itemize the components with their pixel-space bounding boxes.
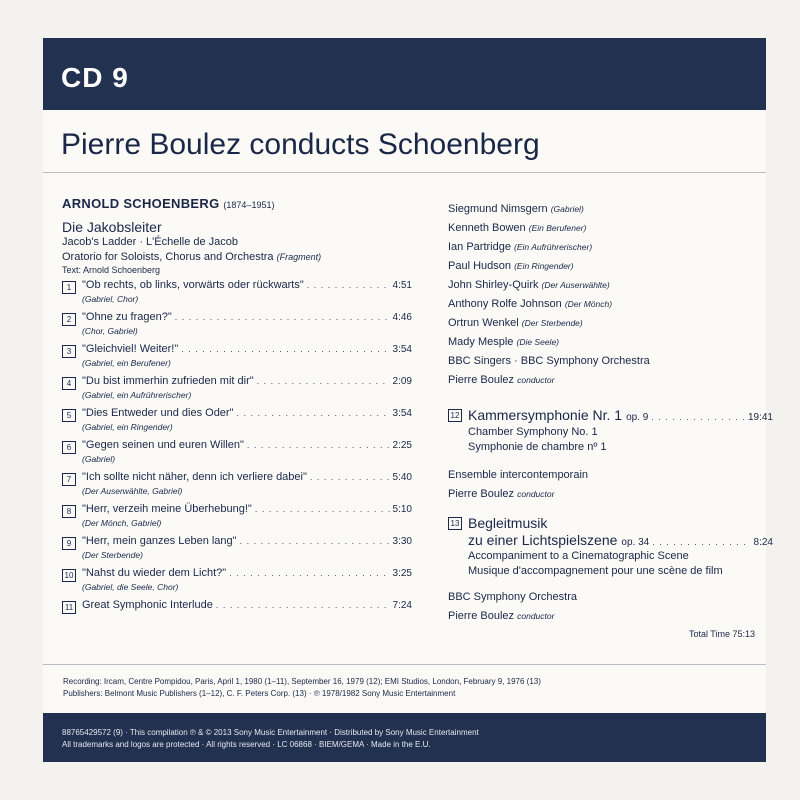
cd-booklet-page bbox=[43, 38, 773, 762]
track-number: 1 bbox=[62, 281, 76, 294]
leader-dots bbox=[651, 412, 745, 422]
leader-dots bbox=[247, 440, 390, 450]
conductor-name: Pierre Boulez bbox=[448, 610, 515, 622]
conductor-word: conductor bbox=[517, 375, 555, 385]
soloist-role: (Ein Aufrührerischer) bbox=[514, 242, 593, 252]
track-duration: 3:25 bbox=[392, 568, 412, 579]
composer-heading bbox=[62, 196, 412, 211]
track-13-title-line2: zu einer Lichtspielszene bbox=[468, 532, 618, 548]
footer-divider bbox=[43, 664, 766, 665]
track-row bbox=[62, 311, 412, 339]
header-bar bbox=[43, 38, 766, 110]
track-12-translation-en: Chamber Symphony No. 1 bbox=[468, 426, 598, 438]
conductor-word: conductor bbox=[517, 489, 555, 499]
track-duration: 5:10 bbox=[392, 504, 412, 515]
total-time-label: Total Time bbox=[688, 629, 730, 639]
track-12 bbox=[448, 407, 773, 455]
track-title: "Du bist immerhin zufrieden mit dir" bbox=[82, 375, 254, 387]
recording-line: Recording: Ircam, Centre Pompidou, Paris, April 1, 1980 (1–11), September 16, 1979 (12); EMI Studios, London, February 9, 1976 (13) bbox=[63, 677, 541, 686]
work-subtitle-text: Oratorio for Soloists, Chorus and Orchestra bbox=[62, 251, 274, 263]
track-row bbox=[62, 471, 412, 499]
track-title: "Ich sollte nicht näher, denn ich verliere dabei" bbox=[82, 471, 307, 483]
soloist-item bbox=[448, 260, 773, 279]
track-roles: (Gabriel, ein Aufrührerischer) bbox=[82, 390, 192, 400]
track-roles: (Gabriel) bbox=[82, 454, 116, 464]
track-title: "Nahst du wieder dem Licht?" bbox=[82, 567, 227, 579]
track-number: 13 bbox=[448, 517, 462, 530]
soloist-role: (Gabriel) bbox=[550, 204, 584, 214]
soloist-name: Paul Hudson bbox=[448, 260, 511, 272]
composer-dates: (1874–1951) bbox=[223, 200, 275, 210]
conductor-credit-3 bbox=[448, 610, 773, 629]
track-12-duration: 19:41 bbox=[747, 412, 773, 423]
soloist-role: (Der Auserwählte) bbox=[541, 280, 610, 290]
track-duration: 3:54 bbox=[392, 344, 412, 355]
track-number: 6 bbox=[62, 441, 76, 454]
conductor-credit-1 bbox=[448, 374, 773, 393]
conductor-name: Pierre Boulez bbox=[448, 488, 515, 500]
leader-dots bbox=[255, 504, 390, 514]
track-number: 11 bbox=[62, 601, 76, 614]
track-row bbox=[62, 503, 412, 531]
track-duration: 4:51 bbox=[392, 280, 412, 291]
publishers-line: Publishers: Belmont Music Publishers (1–12), C. F. Peters Corp. (13) · ℗ 1978/1982 Sony Music Entertainment bbox=[63, 689, 456, 698]
recording-info bbox=[63, 676, 763, 700]
leader-dots bbox=[216, 600, 390, 610]
ensemble-1: BBC Singers · BBC Symphony Orchestra bbox=[448, 355, 650, 367]
leader-dots bbox=[307, 280, 390, 290]
track-row bbox=[62, 343, 412, 371]
track-roles: (Der Sterbende) bbox=[82, 550, 143, 560]
track-row bbox=[62, 535, 412, 563]
track-number: 10 bbox=[62, 569, 76, 582]
soloist-name: Anthony Rolfe Johnson bbox=[448, 298, 562, 310]
soloist-role: (Ein Ringender) bbox=[514, 261, 574, 271]
track-duration: 7:24 bbox=[392, 600, 412, 611]
track-12-translation-fr: Symphonie de chambre nº 1 bbox=[468, 441, 607, 453]
track-duration: 2:09 bbox=[392, 376, 412, 387]
track-row bbox=[62, 375, 412, 403]
soloist-role: (Die Seele) bbox=[516, 337, 560, 347]
soloist-item bbox=[448, 279, 773, 298]
track-13 bbox=[448, 515, 773, 579]
track-13-duration: 8:24 bbox=[753, 537, 773, 548]
track-roles: (Chor, Gabriel) bbox=[82, 326, 138, 336]
cd-number: CD 9 bbox=[61, 62, 129, 93]
leader-dots bbox=[240, 536, 390, 546]
conductor-word: conductor bbox=[517, 611, 555, 621]
work-translations: Jacob's Ladder · L'Échelle de Jacob bbox=[62, 236, 239, 248]
track-title: Great Symphonic Interlude bbox=[82, 599, 213, 611]
total-time-value: 75:13 bbox=[732, 629, 755, 639]
page-title: Pierre Boulez conducts Schoenberg bbox=[61, 128, 540, 161]
leader-dots bbox=[652, 537, 750, 547]
leader-dots bbox=[181, 344, 389, 354]
ensemble-3: BBC Symphony Orchestra bbox=[448, 591, 577, 603]
soloist-name: Mady Mesple bbox=[448, 336, 514, 348]
track-duration: 3:30 bbox=[392, 536, 412, 547]
left-column bbox=[62, 196, 412, 614]
soloist-name: Ian Partridge bbox=[448, 241, 511, 253]
soloist-item bbox=[448, 298, 773, 317]
soloist-name: Siegmund Nimsgern bbox=[448, 203, 548, 215]
track-title: "Ohne zu fragen?" bbox=[82, 311, 172, 323]
track-title: "Herr, mein ganzes Leben lang" bbox=[82, 535, 237, 547]
track-number: 3 bbox=[62, 345, 76, 358]
legal-bar bbox=[43, 713, 766, 762]
soloist-item bbox=[448, 336, 773, 355]
track-13-translation-en: Accompaniment to a Cinematographic Scene bbox=[468, 550, 689, 562]
soloist-role: (Der Sterbende) bbox=[521, 318, 583, 328]
work-title: Die Jakobsleiter bbox=[62, 219, 162, 235]
track-roles: (Gabriel, Chor) bbox=[82, 294, 139, 304]
track-number: 12 bbox=[448, 409, 462, 422]
work-subtitle-note: (Fragment) bbox=[276, 252, 322, 262]
track-12-title: Kammersymphonie Nr. 1 bbox=[468, 407, 623, 423]
leader-dots bbox=[257, 376, 390, 386]
track-13-title-line1: Begleitmusik bbox=[468, 515, 548, 531]
track-13-opus: op. 34 bbox=[621, 537, 650, 548]
track-row bbox=[62, 407, 412, 435]
track-roles: (Der Auserwählte, Gabriel) bbox=[82, 486, 183, 496]
track-row bbox=[62, 279, 412, 307]
leader-dots bbox=[175, 312, 390, 322]
track-number: 2 bbox=[62, 313, 76, 326]
track-roles: (Gabriel, die Seele, Chor) bbox=[82, 582, 179, 592]
track-title: "Ob rechts, ob links, vorwärts oder rückwarts" bbox=[82, 279, 304, 291]
track-duration: 2:25 bbox=[392, 440, 412, 451]
track-roles: (Gabriel, ein Berufener) bbox=[82, 358, 171, 368]
conductor-name: Pierre Boulez bbox=[448, 374, 515, 386]
track-number: 4 bbox=[62, 377, 76, 390]
title-divider bbox=[43, 172, 766, 173]
track-number: 9 bbox=[62, 537, 76, 550]
track-title: "Gegen seinen und euren Willen" bbox=[82, 439, 244, 451]
soloist-list bbox=[448, 203, 773, 355]
track-title: "Herr, verzeih meine Überhebung!" bbox=[82, 503, 252, 515]
track-number: 5 bbox=[62, 409, 76, 422]
composer-name: ARNOLD SCHOENBERG bbox=[62, 196, 220, 211]
track-duration: 3:54 bbox=[392, 408, 412, 419]
track-row bbox=[62, 439, 412, 467]
legal-line-2: All trademarks and logos are protected · All rights reserved · LC 06868 · BIEM/GEMA · Made in the E.U. bbox=[62, 740, 431, 749]
legal-line-1: 88765429572 (9) · This compilation ℗ & © 2013 Sony Music Entertainment · Distributed by Sony Music Entertainment bbox=[62, 728, 479, 737]
track-number: 7 bbox=[62, 473, 76, 486]
track-row bbox=[62, 567, 412, 595]
track-roles: (Gabriel, ein Ringender) bbox=[82, 422, 173, 432]
text-credit: Text: Arnold Schoenberg bbox=[62, 265, 161, 275]
track-list bbox=[62, 279, 412, 614]
leader-dots bbox=[229, 568, 389, 578]
soloist-item bbox=[448, 222, 773, 241]
track-12-opus: op. 9 bbox=[626, 412, 649, 423]
soloist-item bbox=[448, 203, 773, 222]
track-title: "Gleichviel! Weiter!" bbox=[82, 343, 179, 355]
track-title: "Dies Entweder und dies Oder" bbox=[82, 407, 234, 419]
track-roles: (Der Mönch, Gabriel) bbox=[82, 518, 162, 528]
track-number: 8 bbox=[62, 505, 76, 518]
ensemble-2: Ensemble intercontemporain bbox=[448, 469, 589, 481]
leader-dots bbox=[237, 408, 390, 418]
leader-dots bbox=[310, 472, 390, 482]
soloist-item bbox=[448, 317, 773, 336]
soloist-name: Ortrun Wenkel bbox=[448, 317, 519, 329]
conductor-credit-2 bbox=[448, 488, 773, 507]
track-13-translation-fr: Musique d'accompagnement pour une scène de film bbox=[468, 565, 723, 577]
work-subtitle bbox=[62, 250, 412, 265]
track-duration: 5:40 bbox=[392, 472, 412, 483]
track-row bbox=[62, 599, 412, 614]
right-column bbox=[448, 203, 773, 639]
track-duration: 4:46 bbox=[392, 312, 412, 323]
soloist-role: (Der Mönch) bbox=[564, 299, 613, 309]
soloist-name: John Shirley-Quirk bbox=[448, 279, 539, 291]
soloist-item bbox=[448, 241, 773, 260]
total-time bbox=[448, 629, 773, 639]
soloist-role: (Ein Berufener) bbox=[528, 223, 587, 233]
soloist-name: Kenneth Bowen bbox=[448, 222, 526, 234]
